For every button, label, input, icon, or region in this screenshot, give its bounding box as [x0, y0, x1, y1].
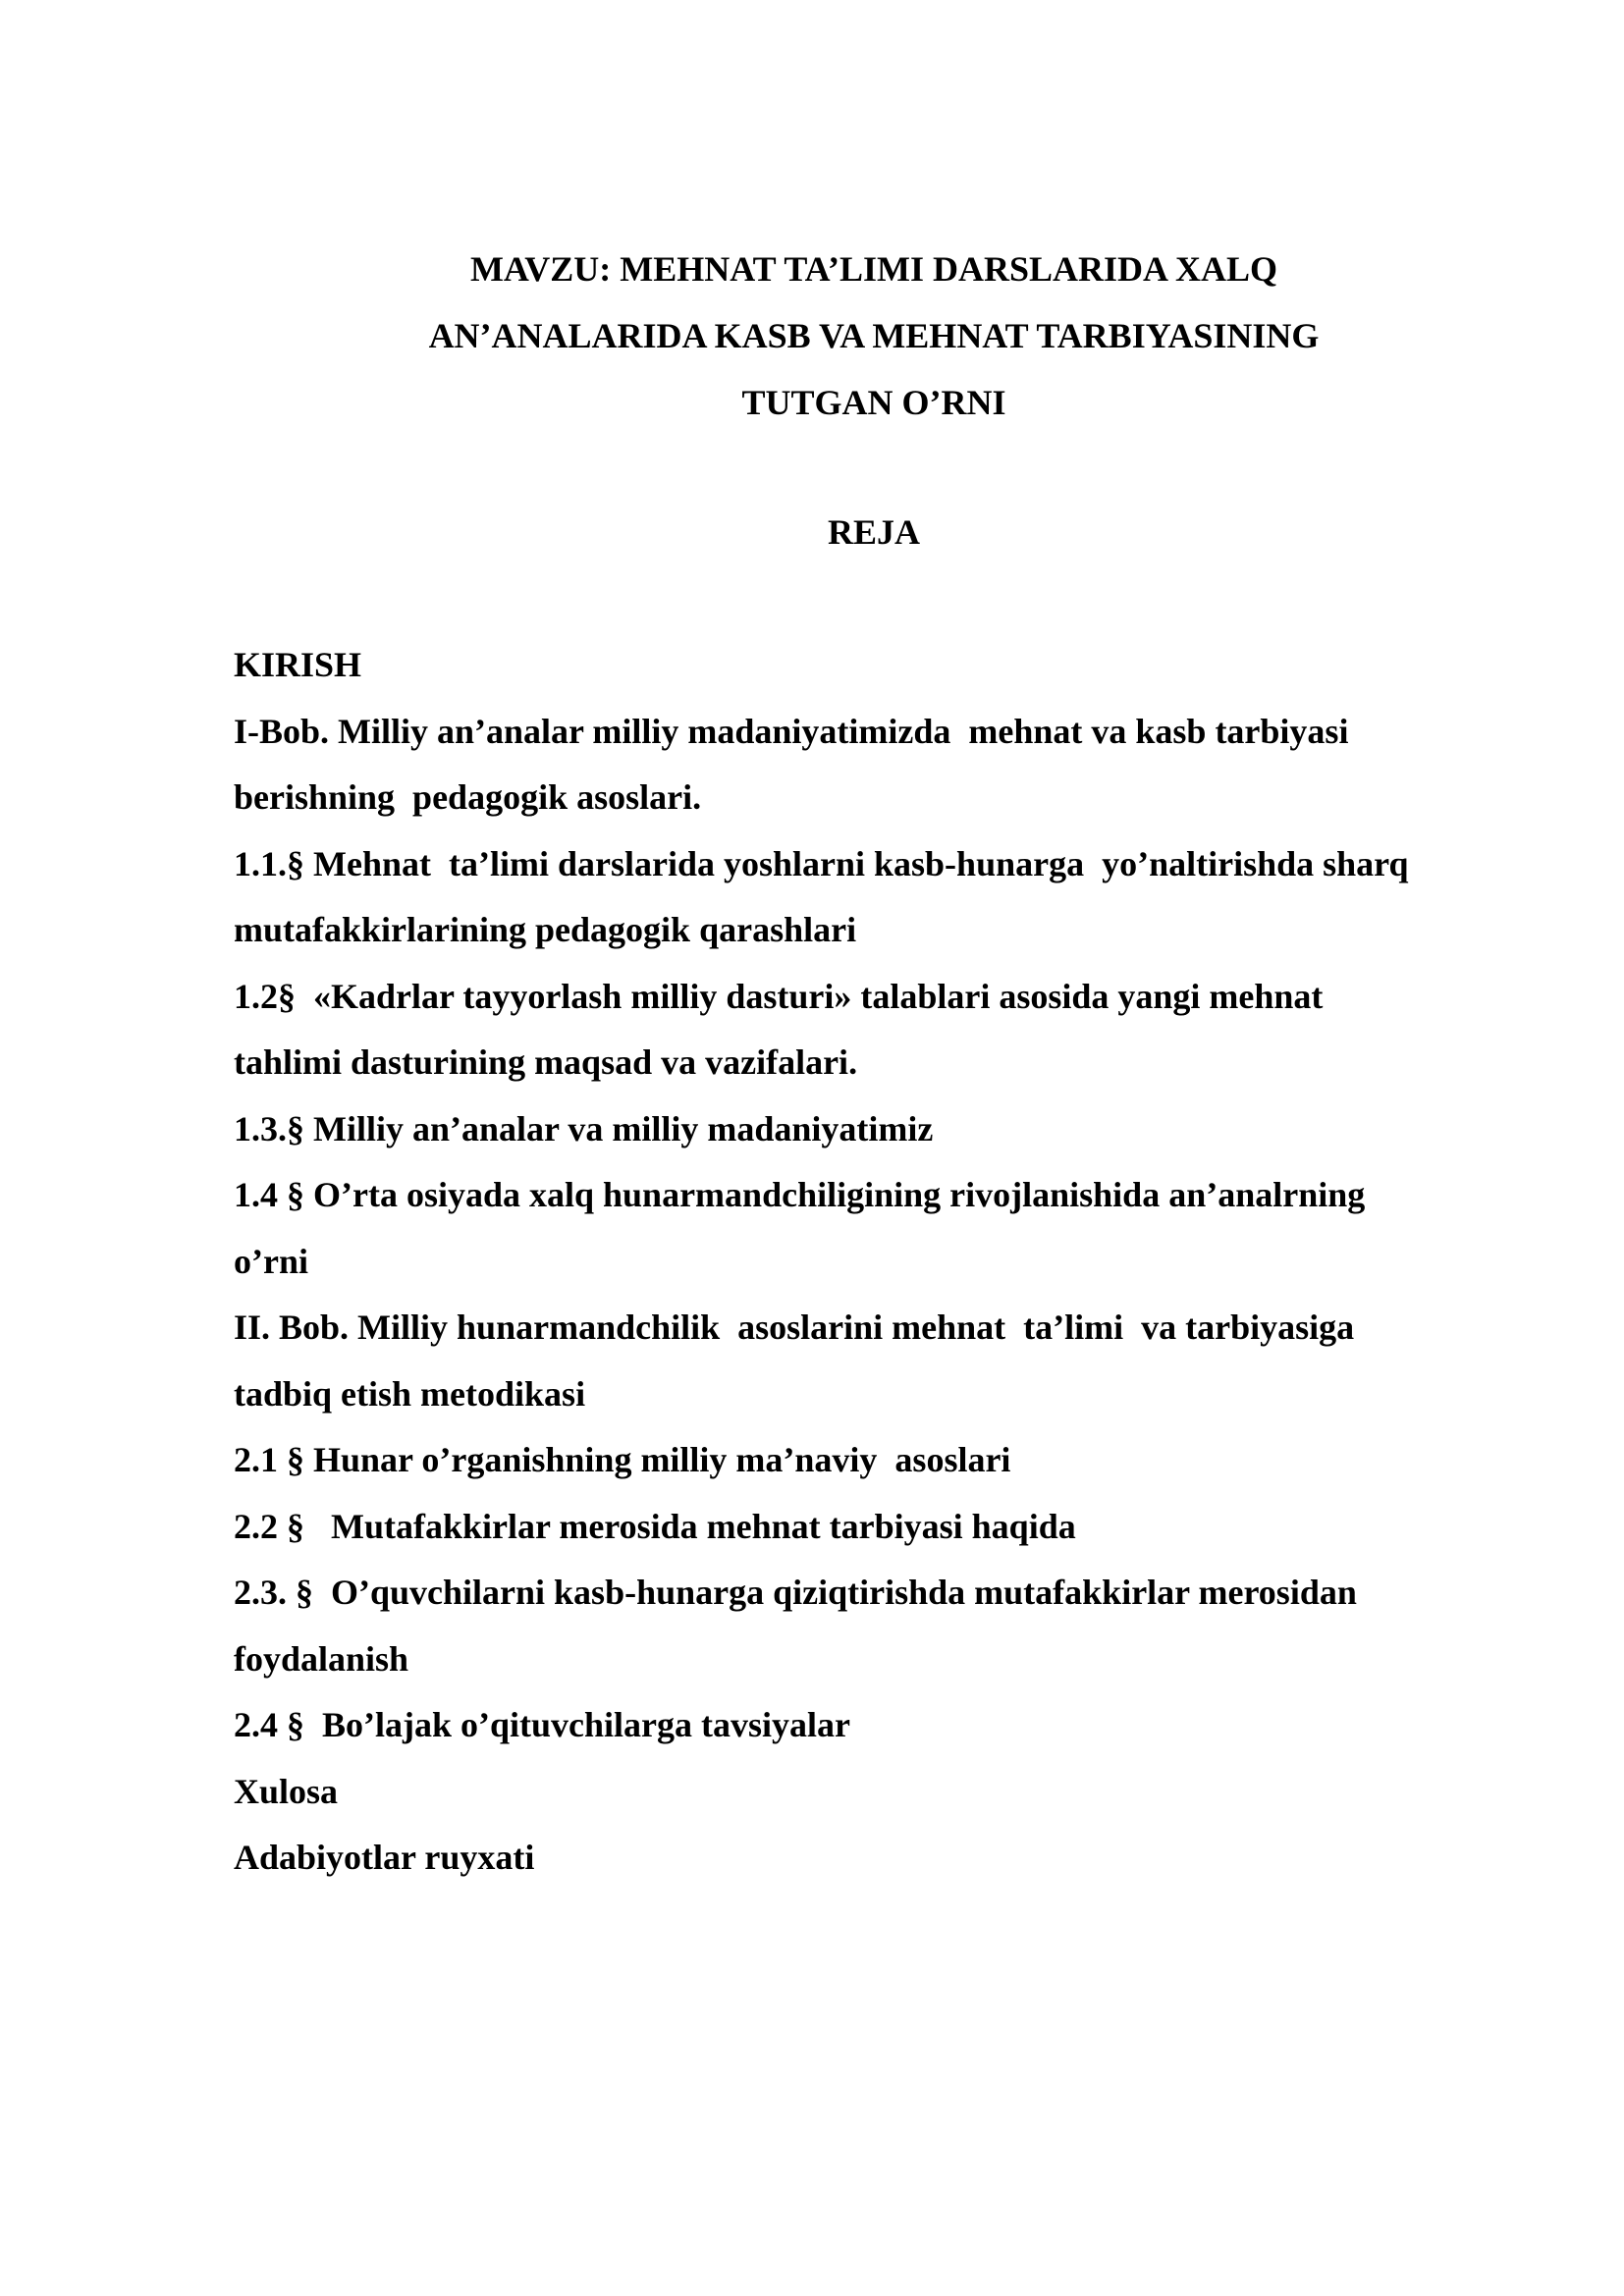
toc-line-section-1-3: 1.3.§ Milliy an’analar va milliy madaniyatimiz [234, 1108, 934, 1148]
toc-line-chapter-2: II. Bob. Milliy hunarmandchilik asoslarini mehnat ta’limi va tarbiyasiga [234, 1308, 1355, 1347]
toc-line-section-2-2: 2.2 § Mutafakkirlar merosida mehnat tarbiyasi haqida [234, 1506, 1076, 1546]
toc-line-introduction: KIRISH [234, 645, 362, 684]
toc-line-section-1-4: 1.4 § O’rta osiyada xalq hunarmandchiligining rivojlanishida an’analrning [234, 1175, 1366, 1214]
toc-line-section-2-1: 2.1 § Hunar o’rganishning milliy ma’naviy asoslari [234, 1440, 1011, 1479]
table-of-contents [234, 632, 1540, 1892]
toc-line-chapter-1: I-Bob. Milliy an’analar milliy madaniyatimizda mehnat va kasb tarbiyasi [234, 711, 1349, 751]
toc-line-bibliography: Adabiyotlar ruyxati [234, 1838, 535, 1877]
title-line: AN’ANALARIDA KASB VA MEHNAT TARBIYASINING [428, 316, 1320, 355]
toc-line-section-1-2-cont: tahlimi dasturining maqsad va vazifalari. [234, 1042, 858, 1082]
toc-line-section-1-2: 1.2§ «Kadrlar tayyorlash milliy dasturi» talablari asosida yangi mehnat [234, 976, 1324, 1016]
toc-line-chapter-2-cont: tadbiq etish metodikasi [234, 1373, 586, 1414]
toc-line-section-2-3-cont: foydalanish [234, 1638, 409, 1679]
toc-line-section-2-4: 2.4 § Bo’lajak o’qituvchilarga tavsiyalar [234, 1705, 850, 1744]
title-line: TUTGAN O’RNI [741, 383, 1006, 422]
toc-line-section-2-3: 2.3. § O’quvchilarni kasb-hunarga qiziqtirishda mutafakkirlar merosidan [234, 1573, 1357, 1612]
document-title [236, 236, 1512, 436]
toc-line-section-1-1: 1.1.§ Mehnat ta’limi darslarida yoshlarni kasb-hunarga yo’naltirishda sharq [234, 843, 1409, 883]
toc-line-conclusion: Xulosa [234, 1771, 339, 1811]
plan-heading: REJA [827, 512, 920, 552]
toc-line-chapter-1-cont: berishning pedagogik asoslari. [234, 777, 702, 817]
title-line: MAVZU: MEHNAT TA’LIMI DARSLARIDA XALQ [469, 249, 1278, 289]
toc-line-section-1-1-cont: mutafakkirlarining pedagogik qarashlari [234, 910, 857, 949]
toc-line-section-1-4-cont: o’rni [234, 1241, 308, 1281]
